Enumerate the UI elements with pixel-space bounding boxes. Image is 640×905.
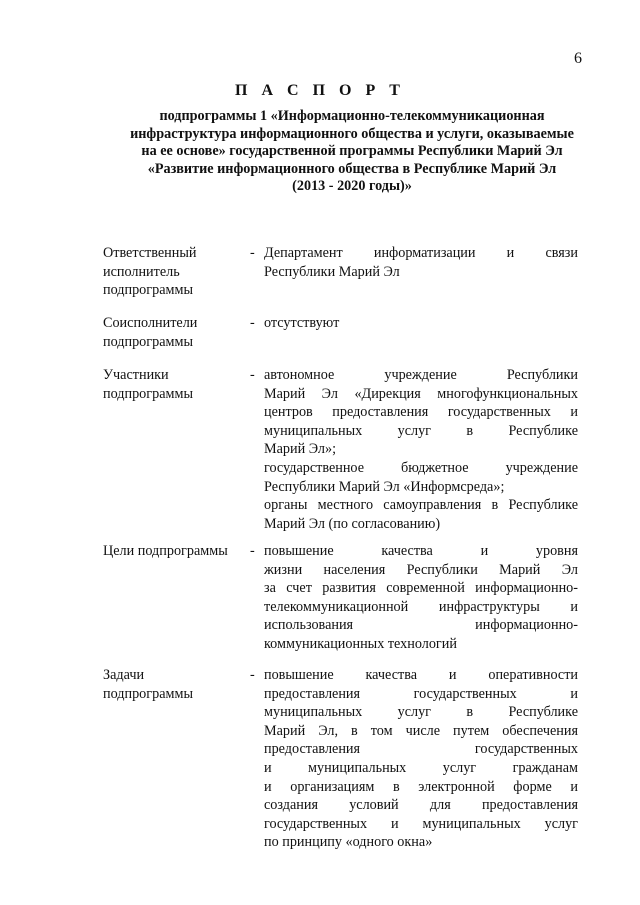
value-line: автономное учреждение Республики: [264, 367, 578, 383]
value-line: использования информационно-: [264, 617, 578, 634]
row-label: [103, 542, 248, 561]
subtitle-line: инфраструктура информационного общества и услуги, оказываемые: [130, 125, 574, 142]
value-line: государственных и муниципальных услуг: [264, 815, 578, 832]
document-subtitle: [112, 108, 592, 196]
value-line: за счет развития современной информационно-: [264, 580, 578, 597]
row-value: [264, 666, 578, 852]
value-line: Марий Эл «Дирекция многофункциональных: [264, 385, 578, 402]
row-dash: -: [250, 315, 255, 331]
value-line: создания условий для предоставления: [264, 797, 578, 814]
value-line: повышение качества и оперативности: [264, 667, 578, 683]
label-line: подпрограммы: [103, 385, 193, 402]
value-line: коммуникационных технологий: [264, 635, 457, 652]
value-line: Республики Марий Эл «Информсреда»;: [264, 478, 505, 495]
label-line: подпрограммы: [103, 333, 193, 350]
row-dash: -: [250, 543, 255, 559]
value-line: и организациям в электронной форме и: [264, 778, 578, 795]
value-line: Марий Эл, в том числе путем обеспечения: [264, 722, 578, 739]
value-line: центров предоставления государственных и: [264, 404, 578, 421]
row-label: [103, 366, 248, 403]
value-line: отсутствуют: [264, 315, 340, 331]
row-value: [264, 244, 578, 281]
value-line: Марий Эл»;: [264, 441, 337, 458]
row-label: [103, 666, 248, 703]
value-line: телекоммуникационной инфраструктуры и: [264, 598, 578, 615]
value-line: органы местного самоуправления в Республике: [264, 497, 578, 514]
value-line: муниципальных услуг в Республике: [264, 422, 578, 439]
row-value: [264, 366, 578, 533]
document-title: П А С П О Р Т: [235, 82, 405, 99]
value-line: Марий Эл (по согласованию): [264, 515, 441, 532]
value-line: жизни населения Республики Марий Эл: [264, 561, 578, 578]
value-line: и муниципальных услуг гражданам: [264, 759, 578, 776]
subtitle-line: «Развитие информационного общества в Республике Марий Эл: [147, 160, 557, 177]
value-line: повышение качества и уровня: [264, 543, 578, 559]
value-line: Департамент информатизации и связи: [264, 245, 578, 261]
subtitle-line: на ее основе» государственной программы Республики Марий Эл: [141, 143, 563, 160]
row-dash: -: [250, 245, 255, 261]
row-value: [264, 542, 578, 654]
row-dash: -: [250, 367, 255, 383]
label-line: исполнитель: [103, 263, 180, 280]
value-line: предоставления государственных: [264, 741, 578, 758]
value-line: Республики Марий Эл: [264, 263, 400, 280]
value-line: предоставления государственных и: [264, 685, 578, 702]
row-dash: -: [250, 667, 255, 683]
label-line: Цели подпрограммы: [103, 543, 228, 559]
subtitle-line: подпрограммы 1 «Информационно-телекоммуникационная: [159, 108, 545, 124]
row-label: [103, 314, 248, 351]
value-line: государственное бюджетное учреждение: [264, 459, 578, 476]
value-line: по принципу «одного окна»: [264, 834, 433, 851]
row-value: [264, 314, 578, 333]
label-line: Участники: [103, 367, 169, 383]
label-line: подпрограммы: [103, 282, 193, 299]
label-line: Ответственный: [103, 245, 197, 261]
label-line: подпрограммы: [103, 685, 193, 702]
value-line: муниципальных услуг в Республике: [264, 704, 578, 721]
page-number: 6: [574, 50, 582, 67]
subtitle-line: (2013 - 2020 годы)»: [292, 178, 412, 195]
label-line: Соисполнители: [103, 315, 198, 331]
row-label: [103, 244, 248, 300]
label-line: Задачи: [103, 667, 145, 683]
